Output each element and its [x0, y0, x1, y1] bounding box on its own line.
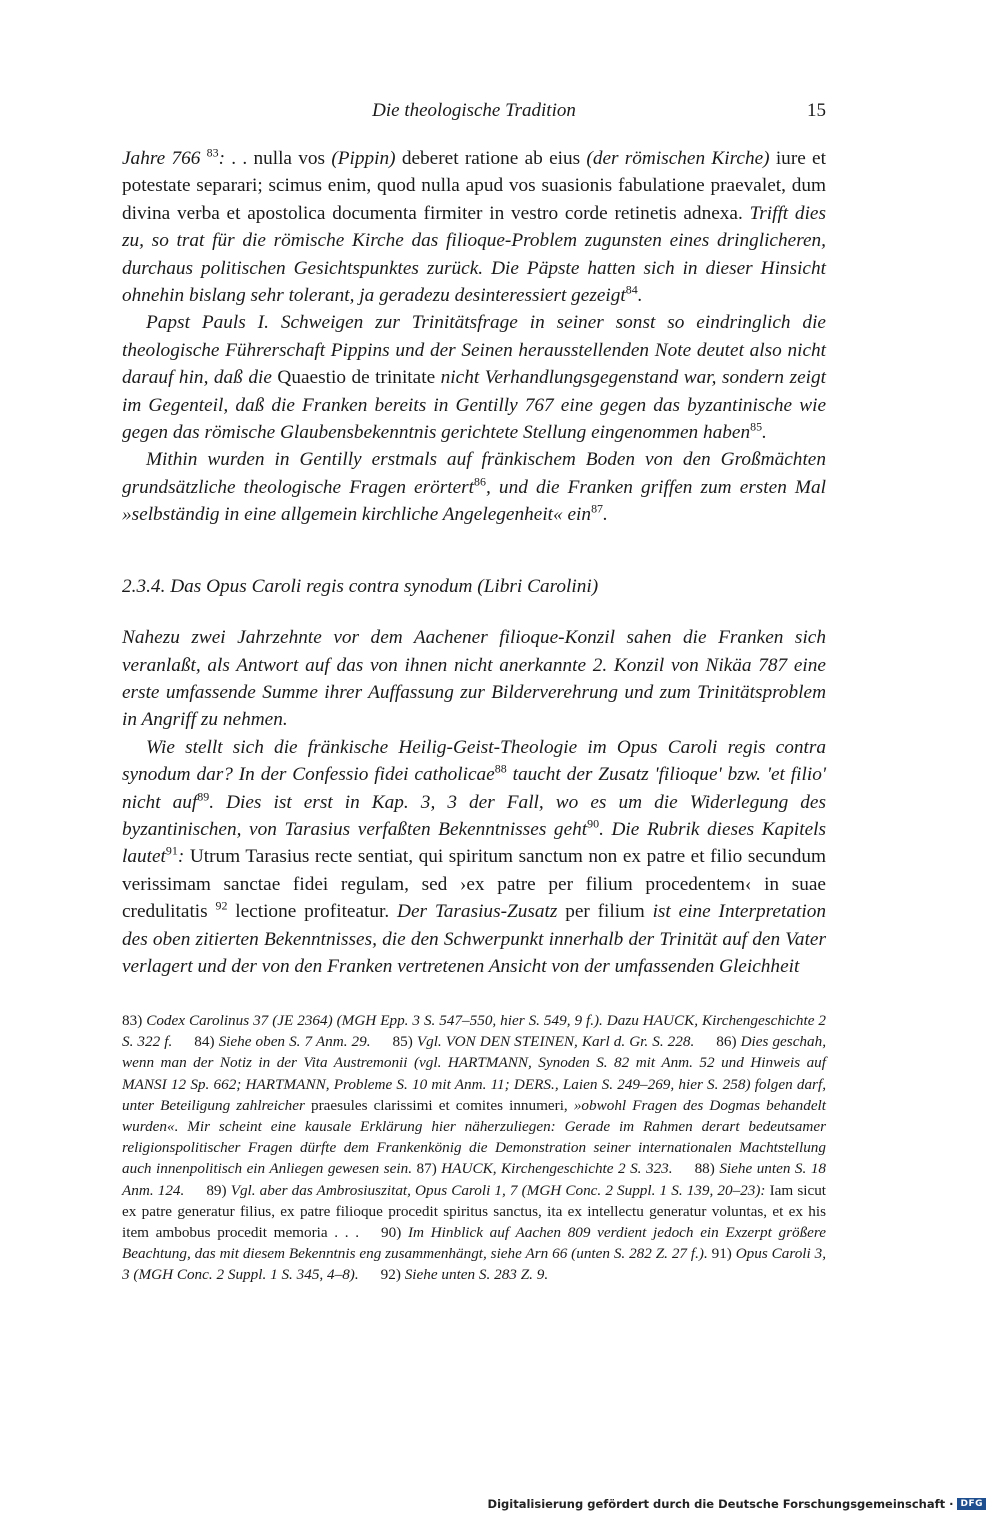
text-run: Mithin wurden in Gentilly erstmals auf fränkischem Boden von den Großmächten grundsätzliche theologische Fragen erörtert [122, 449, 826, 498]
text-run: 2.3.4. Das Opus Caroli regis contra synodum (Libri Carolini) [122, 575, 599, 597]
text-run: per filium [557, 901, 653, 923]
text-run: . [762, 422, 767, 444]
text-run: lectione profiteatur. [227, 901, 398, 923]
footnote-ref: 88 [494, 761, 507, 776]
text-run: 90) [381, 1224, 408, 1242]
text-run: ist eine Interpretation des oben zitierten Bekenntnisses, die den Schwerpunkt innerhalb der Trinität auf den Vater verlagert und der von den Franken vertretenen Ansicht von der umfassenden Gleichheit [122, 901, 826, 977]
text-run: Siehe unten S. 18 Anm. 124. [122, 1160, 827, 1199]
text-run: Utrum Tarasius recte sentiat, qui spiritum sanctum non ex patre et filio secundum verissimam sanctae fidei regulam, sed ›ex patre per filium procedentem‹ in suae credulitatis [122, 846, 826, 923]
text-run: nicht Verhandlungsgegenstand war, sondern zeigt im Gegenteil, daß die Franken bereits in Gentilly 767 eine gegen das byzantinische wie gegen das römische Glaubensbekenntnis gerichtete Stellung eingenommen haben [122, 367, 826, 444]
text-run: »obwohl Fragen des Dogmas behandelt wurden«. Mir scheint eine kausale Erklärung hier näherzuliegen: Gerade im Rahmen derart bedeutsamer religionspolitischer Fragen dürfte dem Frankenkönig die Demonstration seiner internationalen Machtstellung auch innenpolitisch ein Anliegen gewesen sein. [122, 1096, 826, 1178]
text-run: , und die Franken griffen zum ersten Mal »selbständig in eine allgemein kirchliche Angelegenheit« ein [122, 476, 826, 526]
running-title: Die theologische Tradition [372, 100, 576, 121]
text-run: 88) [694, 1160, 720, 1178]
text-run: Im Hinblick auf Aachen 809 verdient jedoch ein Exzerpt größere Beachtung, das mit diesem Bekenntnis eng zusammenhängt, siehe Arn 66 (unten S. 282 Z. 27 f.). [122, 1224, 827, 1263]
footnote-ref: 90 [587, 816, 600, 831]
text-run: taucht der Zusatz 'filioque' bzw. 'et filio' nicht auf [122, 764, 827, 813]
text-run: Siehe oben S. 7 Anm. 29. [218, 1033, 371, 1051]
text-run: Quaestio de trinitate [271, 367, 441, 389]
text-run: HAUCK, Kirchengeschichte 2 S. 323. [441, 1160, 673, 1178]
text-run: Trifft dies zu, so trat für die römische Kirche das filioque-Problem zugunsten eines dringlicheren, durchaus politischen Gesichtspunktes zurück. Die Päpste hatten sich in dieser Hinsicht ohnehin bislang sehr tolerant, ja geradezu desinteressiert gezeigt [122, 202, 826, 307]
dfg-banner-text: Digitalisierung gefördert durch die Deutsche Forschungsgemeinschaft · [487, 1497, 954, 1511]
paragraph [122, 145, 826, 309]
text-run: Der Tarasius-Zusatz [397, 901, 558, 923]
paragraph [122, 309, 826, 446]
text-run: . . nulla vos [225, 148, 332, 169]
text-run: 83) [122, 1012, 147, 1029]
text-run: Opus Caroli 3, 3 (MGH Conc. 2 Suppl. 1 S. 345, 4–8). [122, 1245, 827, 1284]
running-header [122, 98, 826, 124]
text-run: . Dies ist erst in Kap. 3, 3 der Fall, wo es um die Widerlegung des byzantinischen, von Tarasius verfaßten Bekenntnisses geht [122, 791, 826, 840]
text-run: Nahezu zwei Jahrzehnte vor dem Aachener filioque-Konzil sahen die Franken sich veranlaßt, als Antwort auf das von ihnen nicht anerkannte 2. Konzil von Nikäa 787 eine erste umfassende Summe ihrer Auffassung zur Bilderverehrung und zum Trinitätsproblem in Angriff zu nehmen. [122, 627, 826, 731]
text-run: 85) [392, 1033, 417, 1051]
text-run: (der römischen Kirche) [586, 148, 770, 169]
text-run: Vgl. VON DEN STEINEN, Karl d. Gr. S. 228. [416, 1033, 695, 1051]
text-run: Wie stellt sich die fränkische Heilig-Geist-Theologie im Opus Caroli regis contra synodum dar? In der Confessio fidei catholicae [122, 736, 826, 786]
footnote-ref: 92 [215, 898, 228, 913]
footnote-ref: 86 [474, 474, 486, 489]
text-run: praesules clarissimi et comites innumeri, [304, 1096, 574, 1114]
paragraph [122, 734, 826, 981]
text-run: . Die Rubrik dieses Kapitels lautet [122, 818, 826, 868]
text-run: . [637, 285, 643, 307]
text-run: Siehe unten S. 283 Z. 9. [404, 1266, 549, 1284]
text-run: 84) [194, 1033, 219, 1051]
text-run: 87) [412, 1160, 442, 1178]
text-run: Iam sicut ex patre generatur filius, ex patre filioque procedit spiritus sanctus, ita ex intellectu generatur voluntas, et ex his item ambobus procedit memoria . . . [122, 1181, 827, 1242]
footnotes [122, 1010, 826, 1286]
footnote-ref: 83 [206, 145, 219, 160]
footnote-ref: 87 [591, 501, 604, 516]
text-run: 91) [707, 1245, 736, 1263]
text-run: 92) [380, 1266, 405, 1284]
text-run: deberet ratione ab eius [395, 148, 587, 169]
section-heading [122, 573, 826, 600]
text-run: 89) [206, 1181, 231, 1199]
footnote-ref: 91 [165, 843, 178, 858]
text-run: Papst Pauls I. Schweigen zur Trinitätsfrage in seiner sonst so eindringlich die theologische Führerschaft Pippins und der Seinen herausstellenden Note deutet also nicht darauf hin, daß die [122, 312, 826, 389]
text-run: (Pippin) [331, 148, 396, 169]
text-run: 86) [716, 1033, 741, 1051]
text-run: Jahre 766 [122, 148, 201, 169]
text-run: : [177, 846, 185, 868]
text-run: : [218, 148, 226, 169]
page-number: 15 [807, 100, 826, 121]
text-run: Dies geschah, wenn man der Notiz in der Vita Austremonii (vgl. HARTMANN, Synoden S. 82 mit Anm. 52 und Hinweis auf MANSI 12 Sp. 662; HARTMANN, Probleme S. 10 mit Anm. 11; DERS., Laien S. 249–269, hier S. 258) folgen darf, unter Beteiligung zahlreicher [122, 1033, 827, 1114]
paragraph [122, 446, 826, 528]
footnote-block [122, 1010, 826, 1286]
text-run: Codex Carolinus 37 (JE 2364) (MGH Epp. 3 S. 547–550, hier S. 549, 9 f.). Dazu HAUCK, Kirchengeschichte 2 S. 322 f. [122, 1012, 827, 1051]
text-run: . [603, 504, 608, 526]
dfg-funding-banner [488, 1497, 986, 1511]
footnote-ref: 85 [750, 419, 763, 434]
text-run: iure et potestate separari; scimus enim, quod nulla apud vos suasionis fabulatione praevalet, dum divina verba et apostolica documenta firmiter in vestro corde retinetis adnexa. [122, 148, 826, 224]
footnote-ref: 89 [197, 789, 210, 804]
dfg-logo: DFG [957, 1498, 986, 1510]
paragraph [122, 624, 826, 734]
text-run: Vgl. aber das Ambrosiuszitat, Opus Caroli 1, 7 (MGH Conc. 2 Suppl. 1 S. 139, 20–23): [230, 1181, 766, 1199]
footnote-ref: 84 [625, 282, 638, 297]
main-text [122, 145, 826, 980]
